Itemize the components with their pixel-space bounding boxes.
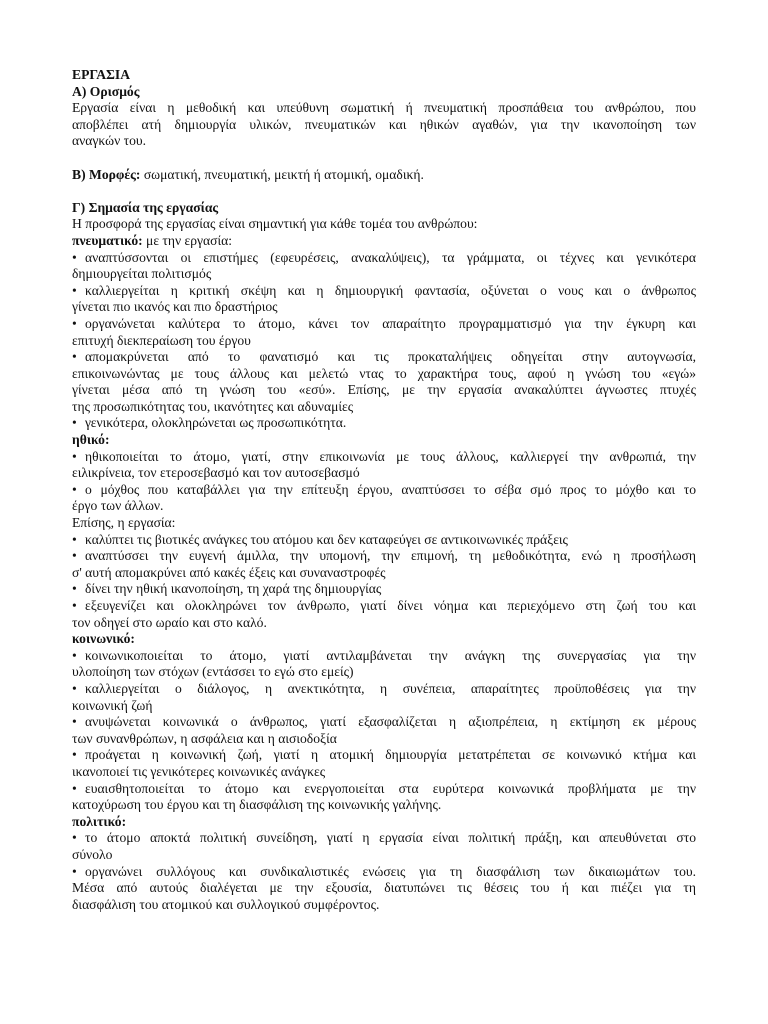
bullet-line: • ηθικοποιείται το άτομο, γιατί, στην επικοινωνία με τους άλλους, καλλιεργεί την ανθρωπιά, την [72,448,696,464]
bullet-line: • οργανώνεται καλύτερα το άτομο, κάνει τον απαραίτητο προγραμματισμό για την έγκυρη και [72,315,696,331]
section-b-label: Β) Μορφές: [72,166,141,182]
list-line: υλοποίηση των στόχων (εντάσσει το εγώ στο εμείς) [72,664,354,680]
document-title: ΕΡΓΑΣΙΑ [72,67,131,82]
list-line: τον οδηγεί στο ωραίο και στο καλό. [72,614,267,630]
bullet-icon: • [72,249,77,265]
list-line: δημιουργείται πολιτισμός [72,266,212,282]
list-line: ειλικρίνεια, τον ετεροσεβασμό και τον αυτοσεβασμό [72,465,360,481]
bullet-line: • αναπτύσσονται οι επιστήμες (εφευρέσεις, ανακαλύψεις), τα γράμματα, οι τέχνες και γενικότερα [72,249,696,265]
bullet-icon: • [72,315,77,331]
list-line: επικοινωνώντας με τους άλλους και μελετώ ντας το χαρακτήρα τους, αφού η γνώση του «εγώ» [72,365,696,381]
list-line: Μέσα από αυτούς διαλέγεται με την εξουσία, διατυπώνει τις θέσεις του ή και πιέζει για τη [72,880,696,896]
pneumatiko-rest: με την εργασία: [142,232,233,248]
bullet-line: • καλλιεργείται ο διάλογος, η ανεκτικότητα, η συνέπεια, απαραίτητες προϋποθέσεις για την [72,680,696,696]
episis-line: Επίσης, η εργασία: [72,515,176,531]
section-b-text: σωματική, πνευματική, μεικτή ή ατομική, ομαδική. [140,166,424,182]
definition-line: αποβλέπει ατή δημιουργία υλικών, πνευματικών και ηθικών αγαθών, για την ικανοποίηση των [72,116,696,132]
section-c-heading: Γ) Σημασία της εργασίας [72,199,219,215]
list-line: γίνεται πιο ικανός και πιο δραστήριος [72,299,278,315]
bullet-icon: • [72,598,77,613]
bullet-line: • κοινωνικοποιείται το άτομο, γιατί αντιλαμβάνεται την ανάγκη της συνεργασίας για την [72,647,696,663]
bullet-line: • προάγεται η κοινωνική ζωή, γιατί η ατομική δημιουργία μετατρέπεται σε κοινωνικό κτήμα και [72,747,696,763]
bullet-line: • εξευγενίζει και ολοκληρώνει τον άνθρωπο, γιατί δίνει νόημα και περιεχόμενο στη ζωή του και [72,598,696,613]
bullet-icon: • [72,548,77,564]
list-line: ικανοποιεί τις γενικότερες κοινωνικές ανάγκες [72,763,326,779]
section-a-heading: Α) Ορισμός [72,83,140,99]
bullet-line: • το άτομο αποκτά πολιτική συνείδηση, γιατί η εργασία είναι πολιτική πράξη, και απευθύνεται στο [72,830,696,846]
bullet-line: • αναπτύσσει την ευγενή άμιλλα, την υπομονή, την επιμονή, τη μεθοδικότητα, ενώ η προσήλωση [72,548,696,564]
list-line: κοινωνική ζωή [72,697,153,713]
bullet-icon: • [72,581,77,597]
bullet-icon: • [72,448,77,464]
list-line: της προσωπικότητας του, ικανότητες και αδυναμίες [72,398,354,414]
section-b-line [72,167,696,184]
bullet-icon: • [72,747,77,763]
bullet-line: • οργανώνει συλλόγους και συνδικαλιστικές ενώσεις για τη διασφάλιση των δικαιωμάτων του. [72,863,696,879]
bullet-line: • ευαισθητοποιείται το άτομο και ενεργοποιείται στα ευρύτερα κοινωνικά προβλήματα με την [72,780,696,796]
list-line: έργο των άλλων. [72,498,164,514]
bullet-line: • ο μόχθος που καταβάλλει για την επίτευξη έργου, αναπτύσσει το σέβα σμό προς το μόχθο και το [72,481,696,497]
spacer [72,150,696,167]
bullet-icon: • [72,863,77,879]
definition-line: Εργασία είναι η μεθοδική και υπεύθυνη σωματική ή πνευματική προσπάθεια του ανθρώπου, που [72,100,696,116]
bullet-line: • δίνει την ηθική ικανοποίηση, τη χαρά της δημιουργίας [72,581,382,597]
bullet-line: • ανυψώνεται κοινωνικά ο άνθρωπος, γιατί εξασφαλίζεται η αξιοπρέπεια, η εκτίμηση εκ μέρους [72,714,696,730]
koinoniko-heading: κοινωνικό: [72,631,135,647]
list-line: διασφάλιση του ατομικού και συλλογικού συμφέροντος. [72,896,380,912]
bullet-icon: • [72,481,77,497]
pneumatiko-label: πνευματικό: [72,232,143,248]
ithiko-heading: ηθικό: [72,432,110,448]
politiko-heading: πολιτικό: [72,813,127,829]
bullet-line: • καλλιεργείται η κριτική σκέψη και η δημιουργική φαντασία, οξύνεται ο νους και ο άνθρωπος [72,282,696,298]
document-page [72,67,696,913]
bullet-icon: • [72,415,77,431]
bullet-line: • απομακρύνεται από το φανατισμό και τις προκαταλήψεις οδηγείται στην αυτογνωσία, [72,349,696,365]
bullet-icon: • [72,531,77,547]
bullet-icon: • [72,282,77,298]
list-line: των συνανθρώπων, η ασφάλεια και η αισιοδοξία [72,730,337,746]
bullet-icon: • [72,830,77,846]
bullet-icon: • [72,680,77,696]
list-line: γίνεται μέσα από τη γνώση του «εσύ». Επίσης, με την εργασία ανακαλύπτει άγνωστες πτυχές [72,382,696,398]
list-line: σ' αυτή απομακρύνει από κακές έξεις και συναναστροφές [72,564,386,580]
bullet-icon: • [72,349,77,365]
spacer [72,183,696,200]
bullet-icon: • [72,714,77,730]
pneumatiko-heading [72,233,696,250]
bullet-line: • γενικότερα, ολοκληρώνεται ως προσωπικότητα. [72,415,347,431]
definition-line: αναγκών του. [72,133,147,149]
list-line: επιτυχή διεκπεραίωση του έργου [72,332,251,348]
list-line: κατοχύρωση του έργου και τη διασφάλιση της κοινωνικής γαλήνης. [72,797,442,813]
bullet-icon: • [72,780,77,796]
bullet-line: • καλύπτει τις βιοτικές ανάγκες του ατόμου και δεν καταφεύγει σε αντικοινωνικές πράξεις [72,531,568,547]
section-c-intro: Η προσφορά της εργασίας είναι σημαντική για κάθε τομέα του ανθρώπου: [72,216,478,232]
bullet-icon: • [72,647,77,663]
list-line: σύνολο [72,846,113,862]
